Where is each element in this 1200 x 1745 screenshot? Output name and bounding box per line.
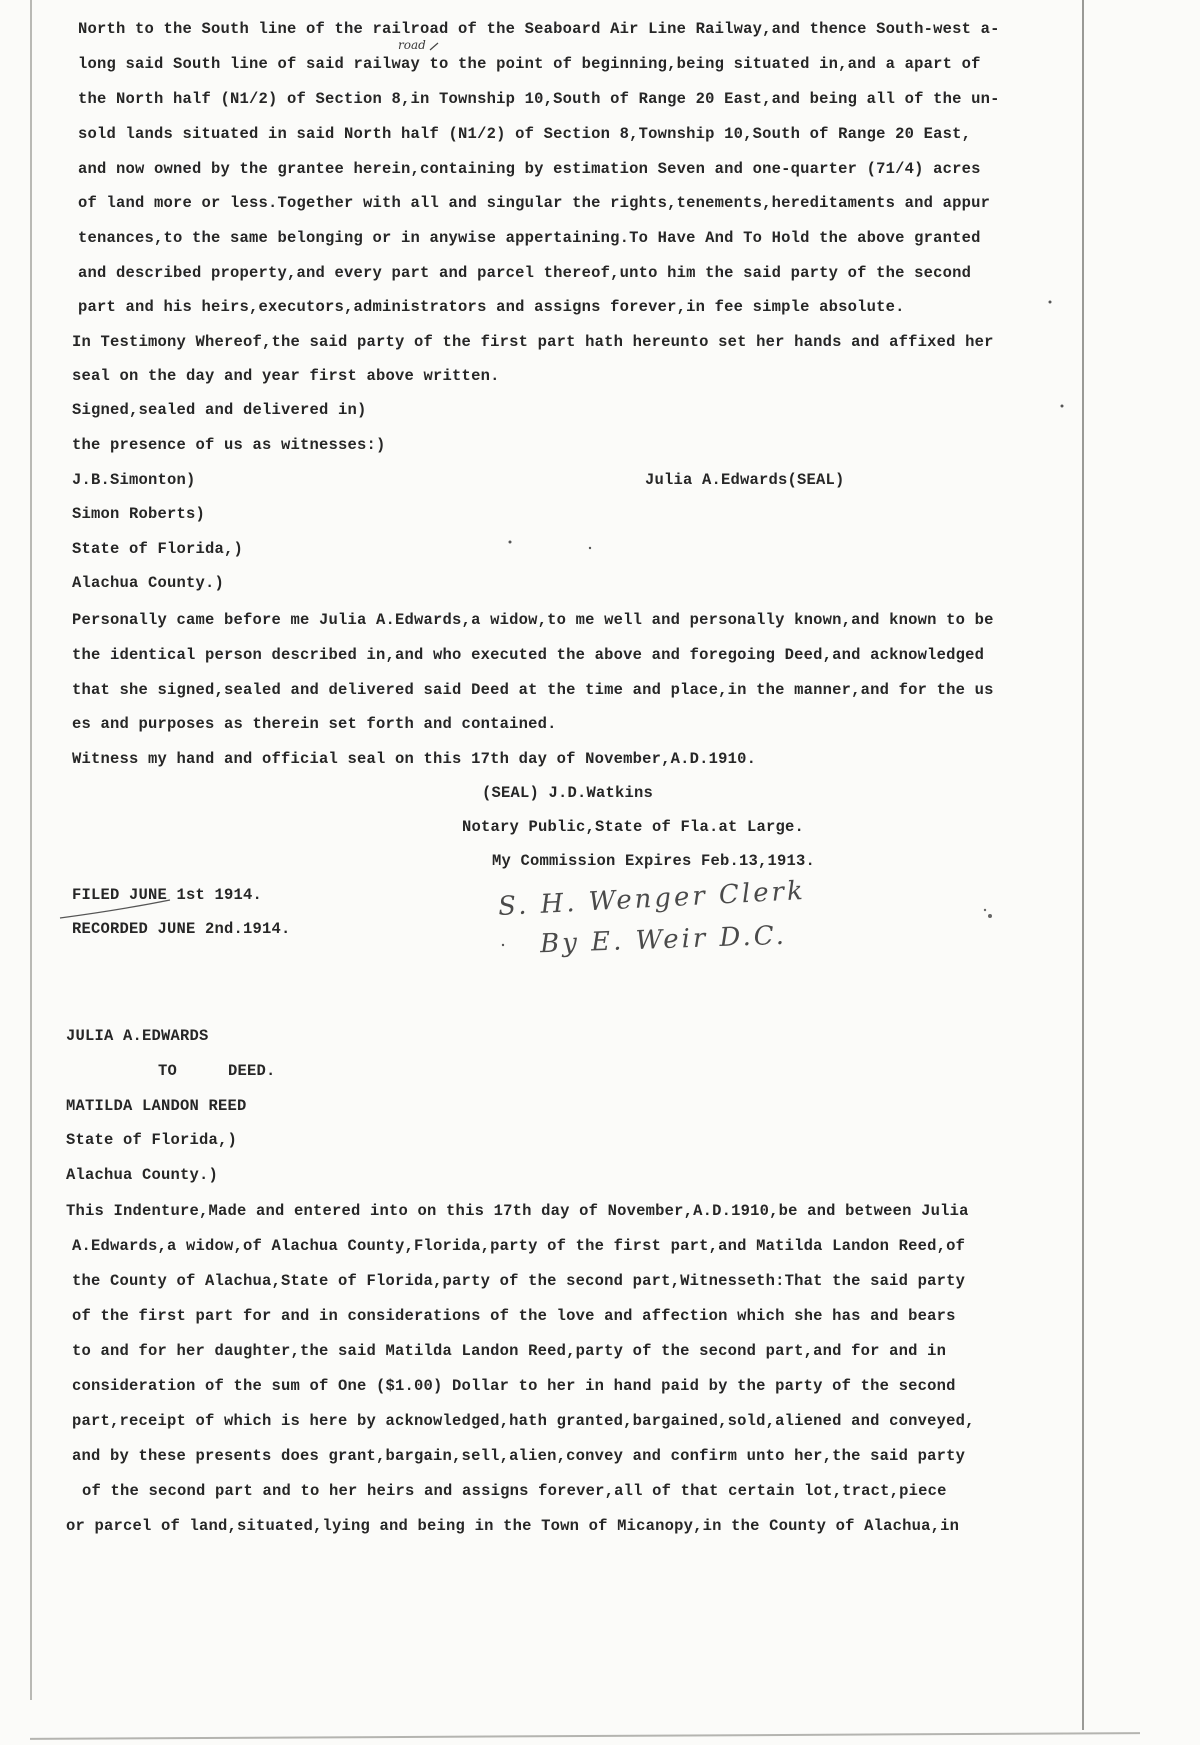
text-line: seal on the day and year first above written. bbox=[72, 367, 500, 385]
filed-date: FILED JUNE 1st 1914. bbox=[72, 886, 263, 904]
text-line: the North half (N1/2) of Section 8,in Township 10,South of Range 20 East,and being all of the un- bbox=[78, 90, 1000, 108]
venue-state: State of Florida,) bbox=[66, 1131, 238, 1149]
acknowledgment-line: that she signed,sealed and delivered said Deed at the time and place,in the manner,and for the us bbox=[72, 681, 994, 699]
venue-county: Alachua County.) bbox=[66, 1166, 219, 1184]
indenture-line: part,receipt of which is here by acknowledged,hath granted,bargained,sold,aliened and conveyed, bbox=[72, 1412, 975, 1430]
text-line: North to the South line of the railroad of the Seaboard Air Line Railway,and thence South-west a- bbox=[78, 20, 1000, 38]
text-line: of land more or less.Together with all and singular the rights,tenements,hereditaments and appur bbox=[78, 194, 991, 212]
acknowledgment-line: Witness my hand and official seal on this 17th day of November,A.D.1910. bbox=[72, 750, 757, 768]
deed-heading-grantee: MATILDA LANDON REED bbox=[66, 1097, 247, 1115]
text-line: and described property,and every part and parcel thereof,unto him the said party of the second bbox=[78, 264, 972, 282]
indenture-line: consideration of the sum of One ($1.00) Dollar to her in hand paid by the party of the second bbox=[72, 1377, 956, 1395]
clerk-handwritten-signature: S. H. Wenger Clerk bbox=[497, 875, 807, 923]
text-line: and now owned by the grantee herein,containing by estimation Seven and one-quarter (71/4) acres bbox=[78, 160, 981, 178]
deputy-clerk-handwritten-signature: By E. Weir D.C. bbox=[539, 920, 788, 960]
text-line: long said South line of said railway to the point of beginning,being situated in,and a apart of bbox=[78, 55, 981, 73]
text-line: the presence of us as witnesses:) bbox=[72, 436, 386, 454]
text-line: sold lands situated in said North half (N1/2) of Section 8,Township 10,South of Range 20 East, bbox=[78, 125, 972, 143]
text-line: In Testimony Whereof,the said party of the first part hath hereunto set her hands and affixed her bbox=[72, 333, 994, 351]
acknowledgment-line: es and purposes as therein set forth and contained. bbox=[72, 715, 557, 733]
witness-name: Simon Roberts) bbox=[72, 505, 206, 523]
notary-signature: (SEAL) J.D.Watkins bbox=[482, 784, 654, 802]
notary-title: Notary Public,State of Fla.at Large. bbox=[462, 818, 805, 836]
indenture-line: and by these presents does grant,bargain,sell,alien,convey and confirm unto her,the said party bbox=[72, 1447, 966, 1465]
indenture-line: or parcel of land,situated,lying and being in the Town of Micanopy,in the County of Alachua,in bbox=[66, 1517, 960, 1535]
grantor-signature: Julia A.Edwards(SEAL) bbox=[645, 471, 845, 489]
witness-name: J.B.Simonton) bbox=[72, 471, 196, 489]
text-line: tenances,to the same belonging or in anywise appertaining.To Have And To Hold the above granted bbox=[78, 229, 981, 247]
indenture-line: the County of Alachua,State of Florida,party of the second part,Witnesseth:That the said party bbox=[72, 1272, 966, 1290]
indenture-line: of the first part for and in considerations of the love and affection which she has and bears bbox=[72, 1307, 956, 1325]
deed-heading-instrument: DEED. bbox=[228, 1062, 276, 1080]
venue-state: State of Florida,) bbox=[72, 540, 244, 558]
notary-commission: My Commission Expires Feb.13,1913. bbox=[492, 852, 816, 870]
acknowledgment-line: the identical person described in,and who executed the above and foregoing Deed,and acknowledged bbox=[72, 646, 985, 664]
indenture-line: A.Edwards,a widow,of Alachua County,Florida,party of the first part,and Matilda Landon Reed,of bbox=[72, 1237, 966, 1255]
text-line: Signed,sealed and delivered in) bbox=[72, 401, 367, 419]
indenture-line: of the second part and to her heirs and assigns forever,all of that certain lot,tract,piece bbox=[82, 1482, 947, 1500]
recorded-date: RECORDED JUNE 2nd.1914. bbox=[72, 920, 291, 938]
interlined-correction: road bbox=[398, 38, 426, 52]
acknowledgment-line: Personally came before me Julia A.Edwards,a widow,to me well and personally known,and known to be bbox=[72, 611, 994, 629]
deed-heading-to: TO bbox=[158, 1062, 178, 1080]
indenture-line: to and for her daughter,the said Matilda Landon Reed,party of the second part,and for and in bbox=[72, 1342, 947, 1360]
venue-county: Alachua County.) bbox=[72, 574, 225, 592]
deed-heading-grantor: JULIA A.EDWARDS bbox=[66, 1027, 209, 1045]
indenture-line: This Indenture,Made and entered into on this 17th day of November,A.D.1910,be and between Julia bbox=[66, 1202, 969, 1220]
text-line: part and his heirs,executors,administrators and assigns forever,in fee simple absolute. bbox=[78, 298, 905, 316]
